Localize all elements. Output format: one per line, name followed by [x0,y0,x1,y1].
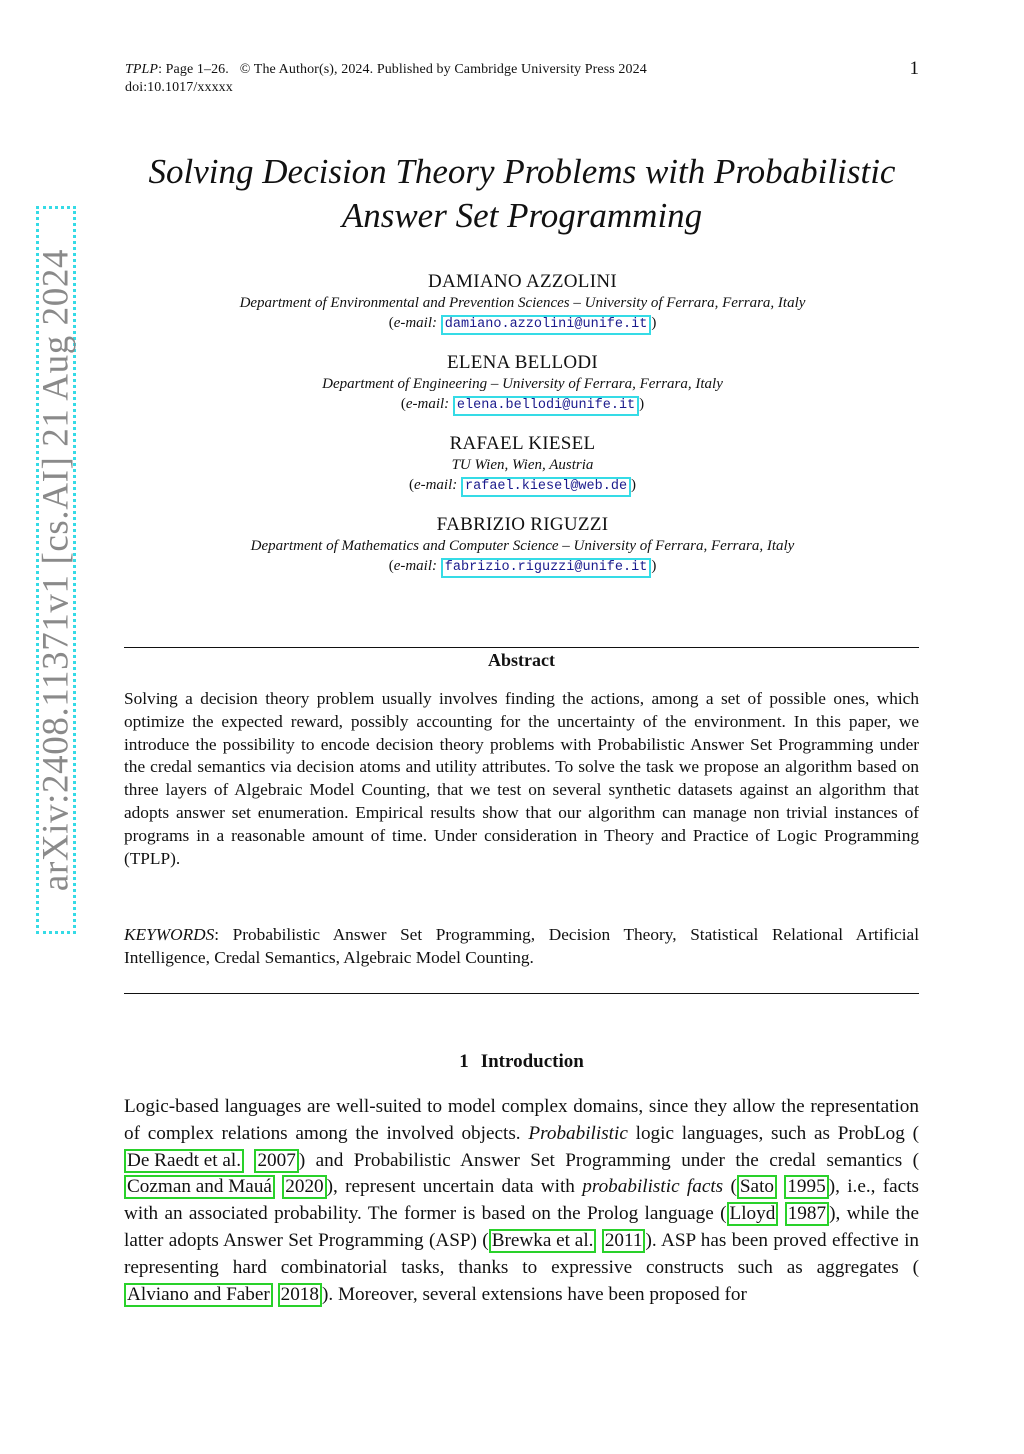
citation-year-link[interactable]: 2018 [278,1283,322,1307]
title-line-2: Answer Set Programming [341,196,703,235]
email-label: e-mail: [413,477,458,493]
author-block [125,271,920,335]
arxiv-stamp: arXiv:2408.11371v1 [cs.AI] 21 Aug 2024 [35,248,77,892]
paper-title [120,150,924,238]
keywords-list: : Probabilistic Answer Set Programming, Decision Theory, Statistical Relational Artificial Intelligence, Credal Semantics, Algebraic Model Counting. [124,925,919,967]
abstract-text: Solving a decision theory problem usually involves finding the actions, among a set of possible ones, which optimize the expected reward, possibly accounting for the uncertainty of the environment. In this paper, we introduce the possibility to encode decision theory problems with Probabilistic Answer Set Programming under the credal semantics via decision atoms and utility attributes. To solve the task we propose an algorithm based on three layers of Algebraic Model Counting, that we test on several synthetic datasets against an algorithm that adopts answer set enumeration. Empirical results show that our algorithm can manage non trivial instances of programs in a reasonable amount of time. Under consideration in Theory and Practice of Logic Programming (TPLP). [124,689,919,868]
intro-text: Logic-based languages are well-suited to model complex domains, since they allow the representation of complex relations among the involved objects. [124,1096,919,1144]
page-number: 1 [909,58,919,79]
citation-link[interactable]: De Raedt et al. [124,1149,244,1173]
journal-name: TPLP [125,62,159,77]
citation-link[interactable]: Cozman and Mauá [124,1175,275,1199]
intro-text: ) and Probabilistic Answer Set Programming under the credal semantics ( [298,1149,919,1171]
email-label: e-mail: [405,396,450,412]
author-email-line: (e-mail: damiano.azzolini@unife.it ) [125,313,920,335]
section-number: 1 [459,1051,469,1072]
keywords-label: KEYWORDS [124,925,215,944]
author-email-line: (e-mail: rafael.kiesel@web.de ) [125,475,920,497]
citation-year-link[interactable]: 2007 [254,1149,298,1173]
abstract-heading: Abstract [488,650,555,670]
author-email-line: (e-mail: fabrizio.riguzzi@unife.it ) [125,556,920,578]
page-range: : Page 1–26. [158,62,229,77]
doi: doi:10.1017/xxxxx [125,80,233,95]
citation-year-link[interactable]: 2020 [282,1175,326,1199]
intro-emphasis: probabilistic facts [582,1176,724,1198]
section-heading [124,1051,919,1073]
author-affiliation: TU Wien, Wien, Austria [451,457,594,473]
intro-text: logic languages, such as ProbLog ( [627,1122,919,1144]
citation-link[interactable]: Sato [737,1175,777,1199]
author-affiliation: Department of Engineering – University of Ferrara, Ferrara, Italy [322,376,723,392]
title-line-1: Solving Decision Theory Problems with Probabilistic [148,152,896,191]
abstract-top-rule [124,647,919,648]
intro-text: ), represent uncertain data with [326,1176,583,1198]
author-email-link[interactable]: fabrizio.riguzzi@unife.it [441,558,652,578]
author-block [125,514,920,578]
intro-text: ( [723,1176,737,1198]
author-email-link[interactable]: damiano.azzolini@unife.it [441,315,652,335]
author-affiliation: Department of Mathematics and Computer Science – University of Ferrara, Ferrara, Italy [250,538,795,554]
author-block [125,433,920,497]
author-email-link[interactable]: elena.bellodi@unife.it [453,396,639,416]
citation-year-link[interactable]: 2011 [602,1229,646,1253]
intro-paragraph [124,1094,919,1308]
intro-text: ). Moreover, several extensions have been proposed for [321,1283,747,1305]
citation-link[interactable]: Lloyd [727,1202,779,1226]
author-name: DAMIANO AZZOLINI [428,271,617,292]
intro-emphasis: Probabilistic [528,1122,628,1144]
author-email-line: (e-mail: elena.bellodi@unife.it ) [125,394,920,416]
author-block [125,352,920,416]
keywords [124,924,919,970]
author-email-link[interactable]: rafael.kiesel@web.de [461,477,631,497]
intro-text: ), while the latter adopts Answer Set Programming (ASP) ( [124,1203,919,1251]
email-label: e-mail: [393,558,438,574]
email-label: e-mail: [393,315,438,331]
copyright-notice: © The Author(s), 2024. Published by Cambridge University Press 2024 [239,62,647,77]
intro-text: ), i.e., facts with an associated probability. The former is based on the Prolog language ( [124,1176,919,1225]
section-title: Introduction [480,1051,584,1072]
citation-year-link[interactable]: 1987 [785,1202,829,1226]
abstract-bottom-rule [124,993,919,994]
running-header [125,61,647,97]
author-name: FABRIZIO RIGUZZI [436,514,609,535]
intro-text: ). ASP has been proved effective in representing hard combinatorial tasks, thanks to expressive constructs such as aggregates ( [124,1229,919,1278]
citation-link[interactable]: Brewka et al. [489,1229,597,1253]
author-name: RAFAEL KIESEL [449,433,596,454]
author-affiliation: Department of Environmental and Prevention Sciences – University of Ferrara, Ferrara, Italy [239,295,806,311]
author-name: ELENA BELLODI [446,352,599,373]
citation-year-link[interactable]: 1995 [784,1175,828,1199]
citation-link[interactable]: Alviano and Faber [124,1283,273,1307]
